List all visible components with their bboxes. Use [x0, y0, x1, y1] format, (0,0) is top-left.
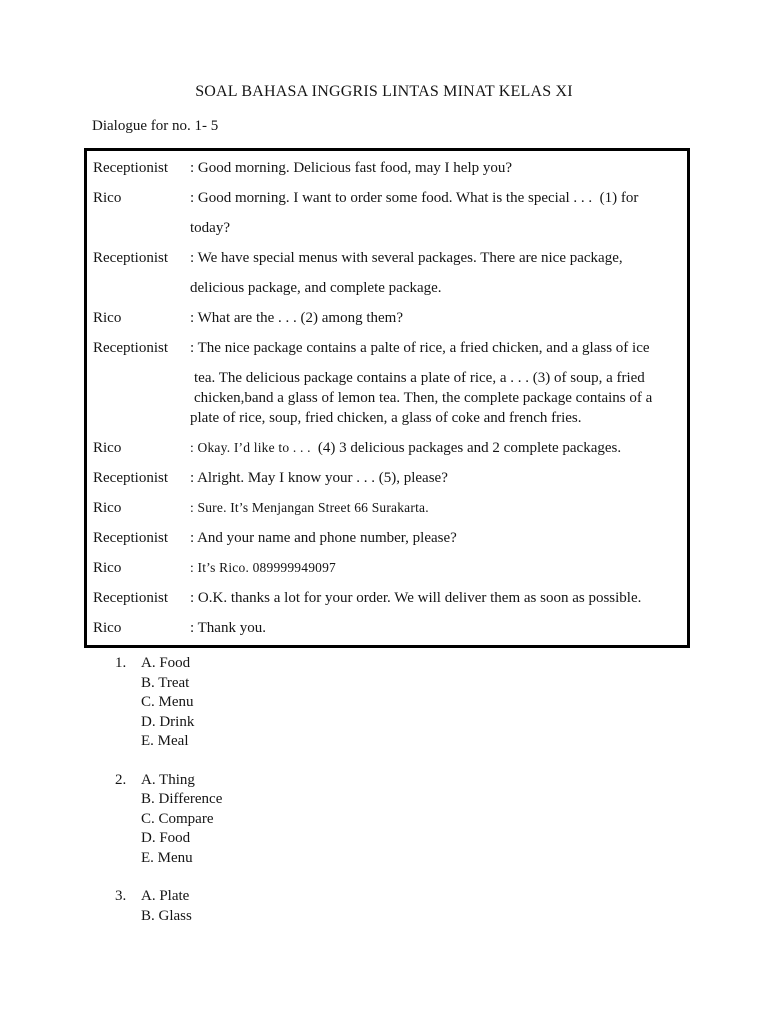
dialogue-row — [93, 528, 683, 548]
dialogue-row — [93, 618, 683, 638]
question-option: B. Glass — [141, 907, 192, 924]
dialogue-text: : Good morning. I want to order some food. What is the special . . . (1) for — [190, 190, 639, 206]
dialogue-text: : O.K. thanks a lot for your order. We will deliver them as soon as possible. — [190, 590, 642, 606]
speaker-name: Rico — [93, 310, 122, 326]
speaker-name: Rico — [93, 190, 122, 206]
question-option: B. Difference — [141, 791, 223, 807]
speaker-name: Receptionist — [93, 340, 168, 356]
dialogue-label: Dialogue for no. 1- 5 — [92, 118, 219, 134]
speaker-name: Receptionist — [93, 470, 168, 486]
speaker-name: Receptionist — [93, 590, 168, 606]
question-number: 2. — [115, 771, 127, 788]
question-option: A. Thing — [141, 771, 195, 788]
dialogue-text: : Alright. May I know your . . . (5), please? — [190, 470, 448, 486]
question-item — [115, 771, 728, 869]
question-number: 3. — [115, 888, 127, 904]
dialogue-row — [93, 338, 683, 358]
question-option: E. Meal — [141, 733, 189, 749]
dialogue-row — [93, 308, 683, 328]
question-option: E. Menu — [141, 849, 193, 866]
speaker-name: Rico — [93, 620, 122, 636]
speaker-name: Receptionist — [93, 250, 168, 266]
page-title: SOAL BAHASA INGGRIS LINTAS MINAT KELAS XI — [195, 83, 573, 100]
dialogue-text-continuation: chicken,band a glass of lemon tea. Then, the complete package contains of a — [194, 390, 653, 406]
dialogue-row — [93, 468, 683, 488]
dialogue-row — [93, 248, 683, 268]
question-option: D. Drink — [141, 713, 195, 730]
question-item — [115, 654, 728, 752]
dialogue-text: : And your name and phone number, please? — [190, 530, 457, 546]
dialogue-row — [93, 498, 683, 518]
question-item — [115, 887, 728, 926]
dialogue-text-normal: (4) 3 delicious packages and 2 complete packages. — [317, 440, 622, 456]
questions-list — [115, 654, 728, 945]
question-options — [141, 887, 728, 926]
question-options — [141, 654, 728, 752]
question-options — [141, 771, 728, 869]
question-option: A. Food — [141, 655, 191, 671]
dialogue-text: : Thank you. — [190, 620, 266, 636]
dialogue-row — [93, 158, 683, 178]
speaker-name: Receptionist — [93, 530, 168, 546]
dialogue-row — [93, 558, 683, 578]
dialogue-text: : We have special menus with several packages. There are nice package, — [190, 250, 623, 266]
question-option: A. Plate — [141, 888, 190, 904]
speaker-name: Receptionist — [93, 160, 168, 176]
question-option: C. Compare — [141, 810, 214, 827]
dialogue-row — [93, 438, 683, 458]
dialogue-text-continuation: tea. The delicious package contains a plate of rice, a . . . (3) of soup, a fried — [194, 370, 645, 386]
dialogue-text-alt-font: : Okay. I’d like to . . . — [190, 440, 318, 455]
question-option: C. Menu — [141, 694, 194, 710]
dialogue-text-alt-font: : Sure. It’s Menjangan Street 66 Surakarta. — [190, 500, 429, 515]
dialogue-text-alt-font: : It’s Rico. 089999949097 — [190, 560, 336, 575]
question-number: 1. — [115, 655, 127, 671]
question-option: B. Treat — [141, 674, 190, 691]
dialogue-text-continuation: delicious package, and complete package. — [190, 280, 442, 296]
speaker-name: Rico — [93, 440, 122, 456]
dialogue-text-continuation: plate of rice, soup, fried chicken, a glass of coke and french fries. — [190, 410, 582, 426]
dialogue-text — [190, 438, 683, 458]
speaker-name: Rico — [93, 560, 122, 576]
speaker-name: Rico — [93, 500, 122, 516]
dialogue-text-continuation: today? — [190, 220, 230, 236]
question-option: D. Food — [141, 830, 191, 846]
dialogue-text: : The nice package contains a palte of rice, a fried chicken, and a glass of ice — [190, 340, 650, 356]
dialogue-text: : Good morning. Delicious fast food, may I help you? — [190, 160, 513, 176]
dialogue-row — [93, 588, 683, 608]
dialogue-row — [93, 188, 683, 208]
dialogue-text: : What are the . . . (2) among them? — [190, 310, 403, 326]
dialogue-box — [84, 148, 690, 648]
